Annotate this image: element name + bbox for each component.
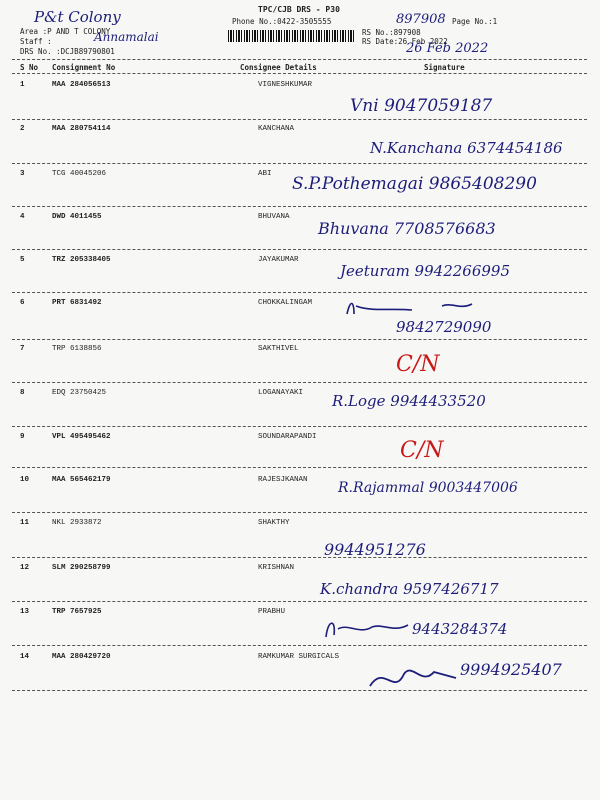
row-sno: 14 bbox=[20, 653, 30, 661]
col-signature: Signature bbox=[424, 63, 465, 72]
row-signature: N.Kanchana 6374454186 bbox=[370, 139, 563, 157]
row-divider bbox=[12, 601, 587, 602]
handwritten-date: 26 Feb 2022 bbox=[406, 41, 489, 56]
row-consignment: PRT 6831492 bbox=[52, 299, 102, 307]
row-consignee: JAYAKUMAR bbox=[258, 256, 299, 264]
row-divider bbox=[12, 163, 587, 164]
row-signature: S.P.Pothemagai 9865408290 bbox=[292, 174, 537, 194]
row-consignee: KRISHNAN bbox=[258, 564, 295, 572]
drs-number: DRS No. :DCJB89790801 bbox=[20, 47, 115, 56]
row-sno: 1 bbox=[20, 81, 25, 89]
row-sno: 12 bbox=[20, 564, 30, 572]
row-consignee: RAJESJKANAN bbox=[258, 476, 308, 484]
page-number: Page No.:1 bbox=[452, 17, 498, 26]
row-consignment: TRP 7657925 bbox=[52, 608, 102, 616]
row-signature: Vni 9047059187 bbox=[350, 96, 493, 116]
row-consignment: TCG 40045206 bbox=[52, 170, 107, 178]
row-divider bbox=[12, 206, 587, 207]
row-sno: 11 bbox=[20, 519, 30, 527]
row-consignment: MAA 280754114 bbox=[52, 125, 111, 133]
row-divider bbox=[12, 645, 587, 646]
row-consignment: TRZ 205338405 bbox=[52, 256, 111, 264]
row-signature: 9842729090 bbox=[396, 318, 492, 336]
row-divider bbox=[12, 512, 587, 513]
handwritten-staff-name: Annamalai bbox=[94, 30, 159, 44]
rs-date: RS Date:26 Feb 2022 bbox=[362, 37, 448, 46]
row-divider bbox=[12, 382, 587, 383]
row-divider bbox=[12, 292, 587, 293]
row-consignment: EDQ 23750425 bbox=[52, 389, 107, 397]
row-consignment: MAA 280429720 bbox=[52, 653, 111, 661]
row-divider bbox=[12, 557, 587, 558]
row-consignee: LOGANAYAKI bbox=[258, 389, 304, 397]
row-consignee: RAMKUMAR SURGICALS bbox=[258, 653, 340, 661]
row-signature: R.Rajammal 9003447006 bbox=[338, 480, 518, 496]
col-consignment: Consignment No bbox=[52, 63, 116, 72]
row-consignment: MAA 565462179 bbox=[52, 476, 111, 484]
row-divider bbox=[12, 426, 587, 427]
row-consignment: MAA 284056513 bbox=[52, 81, 111, 89]
area-label: Area :P AND T COLONY bbox=[20, 27, 111, 36]
phone-number: Phone No.:0422-3505555 bbox=[232, 17, 332, 26]
row-signature: C/N bbox=[396, 352, 440, 377]
row-consignee: SHAKTHY bbox=[258, 519, 290, 527]
row-sno: 7 bbox=[20, 345, 25, 353]
row-consignee: SAKTHIVEL bbox=[258, 345, 299, 353]
row-sno: 9 bbox=[20, 433, 25, 441]
row-divider bbox=[12, 249, 587, 250]
row-consignment: DWD 4011455 bbox=[52, 213, 102, 221]
row-consignee: ABI bbox=[258, 170, 272, 178]
row-signature: 9994925407 bbox=[460, 660, 562, 679]
row-signature: Jeeturam 9942266995 bbox=[340, 262, 510, 280]
handwritten-rs-number: 897908 bbox=[396, 12, 446, 27]
row-sno: 4 bbox=[20, 213, 25, 221]
row-divider bbox=[12, 339, 587, 340]
row-signature: K.chandra 9597426717 bbox=[320, 580, 499, 598]
row-divider bbox=[12, 467, 587, 468]
header-top-rule bbox=[12, 59, 587, 60]
row-sno: 8 bbox=[20, 389, 25, 397]
row-consignee: SOUNDARAPANDI bbox=[258, 433, 317, 441]
row-signature: 9944951276 bbox=[324, 540, 426, 559]
row-consignment: VPL 495495462 bbox=[52, 433, 111, 441]
barcode-image bbox=[228, 30, 354, 42]
row-consignee: KANCHANA bbox=[258, 125, 295, 133]
handwritten-area-note: P&t Colony bbox=[34, 8, 121, 26]
row-divider bbox=[12, 119, 587, 120]
row-sno: 13 bbox=[20, 608, 30, 616]
row-sno: 5 bbox=[20, 256, 25, 264]
header-bottom-rule bbox=[12, 73, 587, 74]
rs-number: RS No.:897908 bbox=[362, 28, 421, 37]
row-consignment: SLM 290258799 bbox=[52, 564, 111, 572]
row-consignment: NKL 2933872 bbox=[52, 519, 102, 527]
row-sno: 10 bbox=[20, 476, 30, 484]
row-consignee: PRABHU bbox=[258, 608, 286, 616]
row-sno: 3 bbox=[20, 170, 25, 178]
row-signature: 9443284374 bbox=[412, 620, 508, 638]
row-divider bbox=[12, 690, 587, 691]
row-sno: 6 bbox=[20, 299, 25, 307]
document-title: TPC/CJB DRS - P30 bbox=[258, 5, 340, 14]
row-consignee: BHUVANA bbox=[258, 213, 290, 221]
col-consignee: Consignee Details bbox=[240, 63, 317, 72]
col-sno: S No bbox=[20, 63, 39, 72]
row-consignment: TRP 6138856 bbox=[52, 345, 102, 353]
row-consignee: CHOKKALINGAM bbox=[258, 299, 313, 307]
row-signature: Bhuvana 7708576683 bbox=[318, 219, 496, 238]
staff-label: Staff : bbox=[20, 37, 52, 46]
row-signature: R.Loge 9944433520 bbox=[332, 392, 486, 410]
row-signature: C/N bbox=[400, 438, 444, 463]
signature-scribble bbox=[342, 296, 492, 320]
signature-scribble bbox=[322, 615, 412, 641]
row-consignee: VIGNESHKUMAR bbox=[258, 81, 313, 89]
row-sno: 2 bbox=[20, 125, 25, 133]
